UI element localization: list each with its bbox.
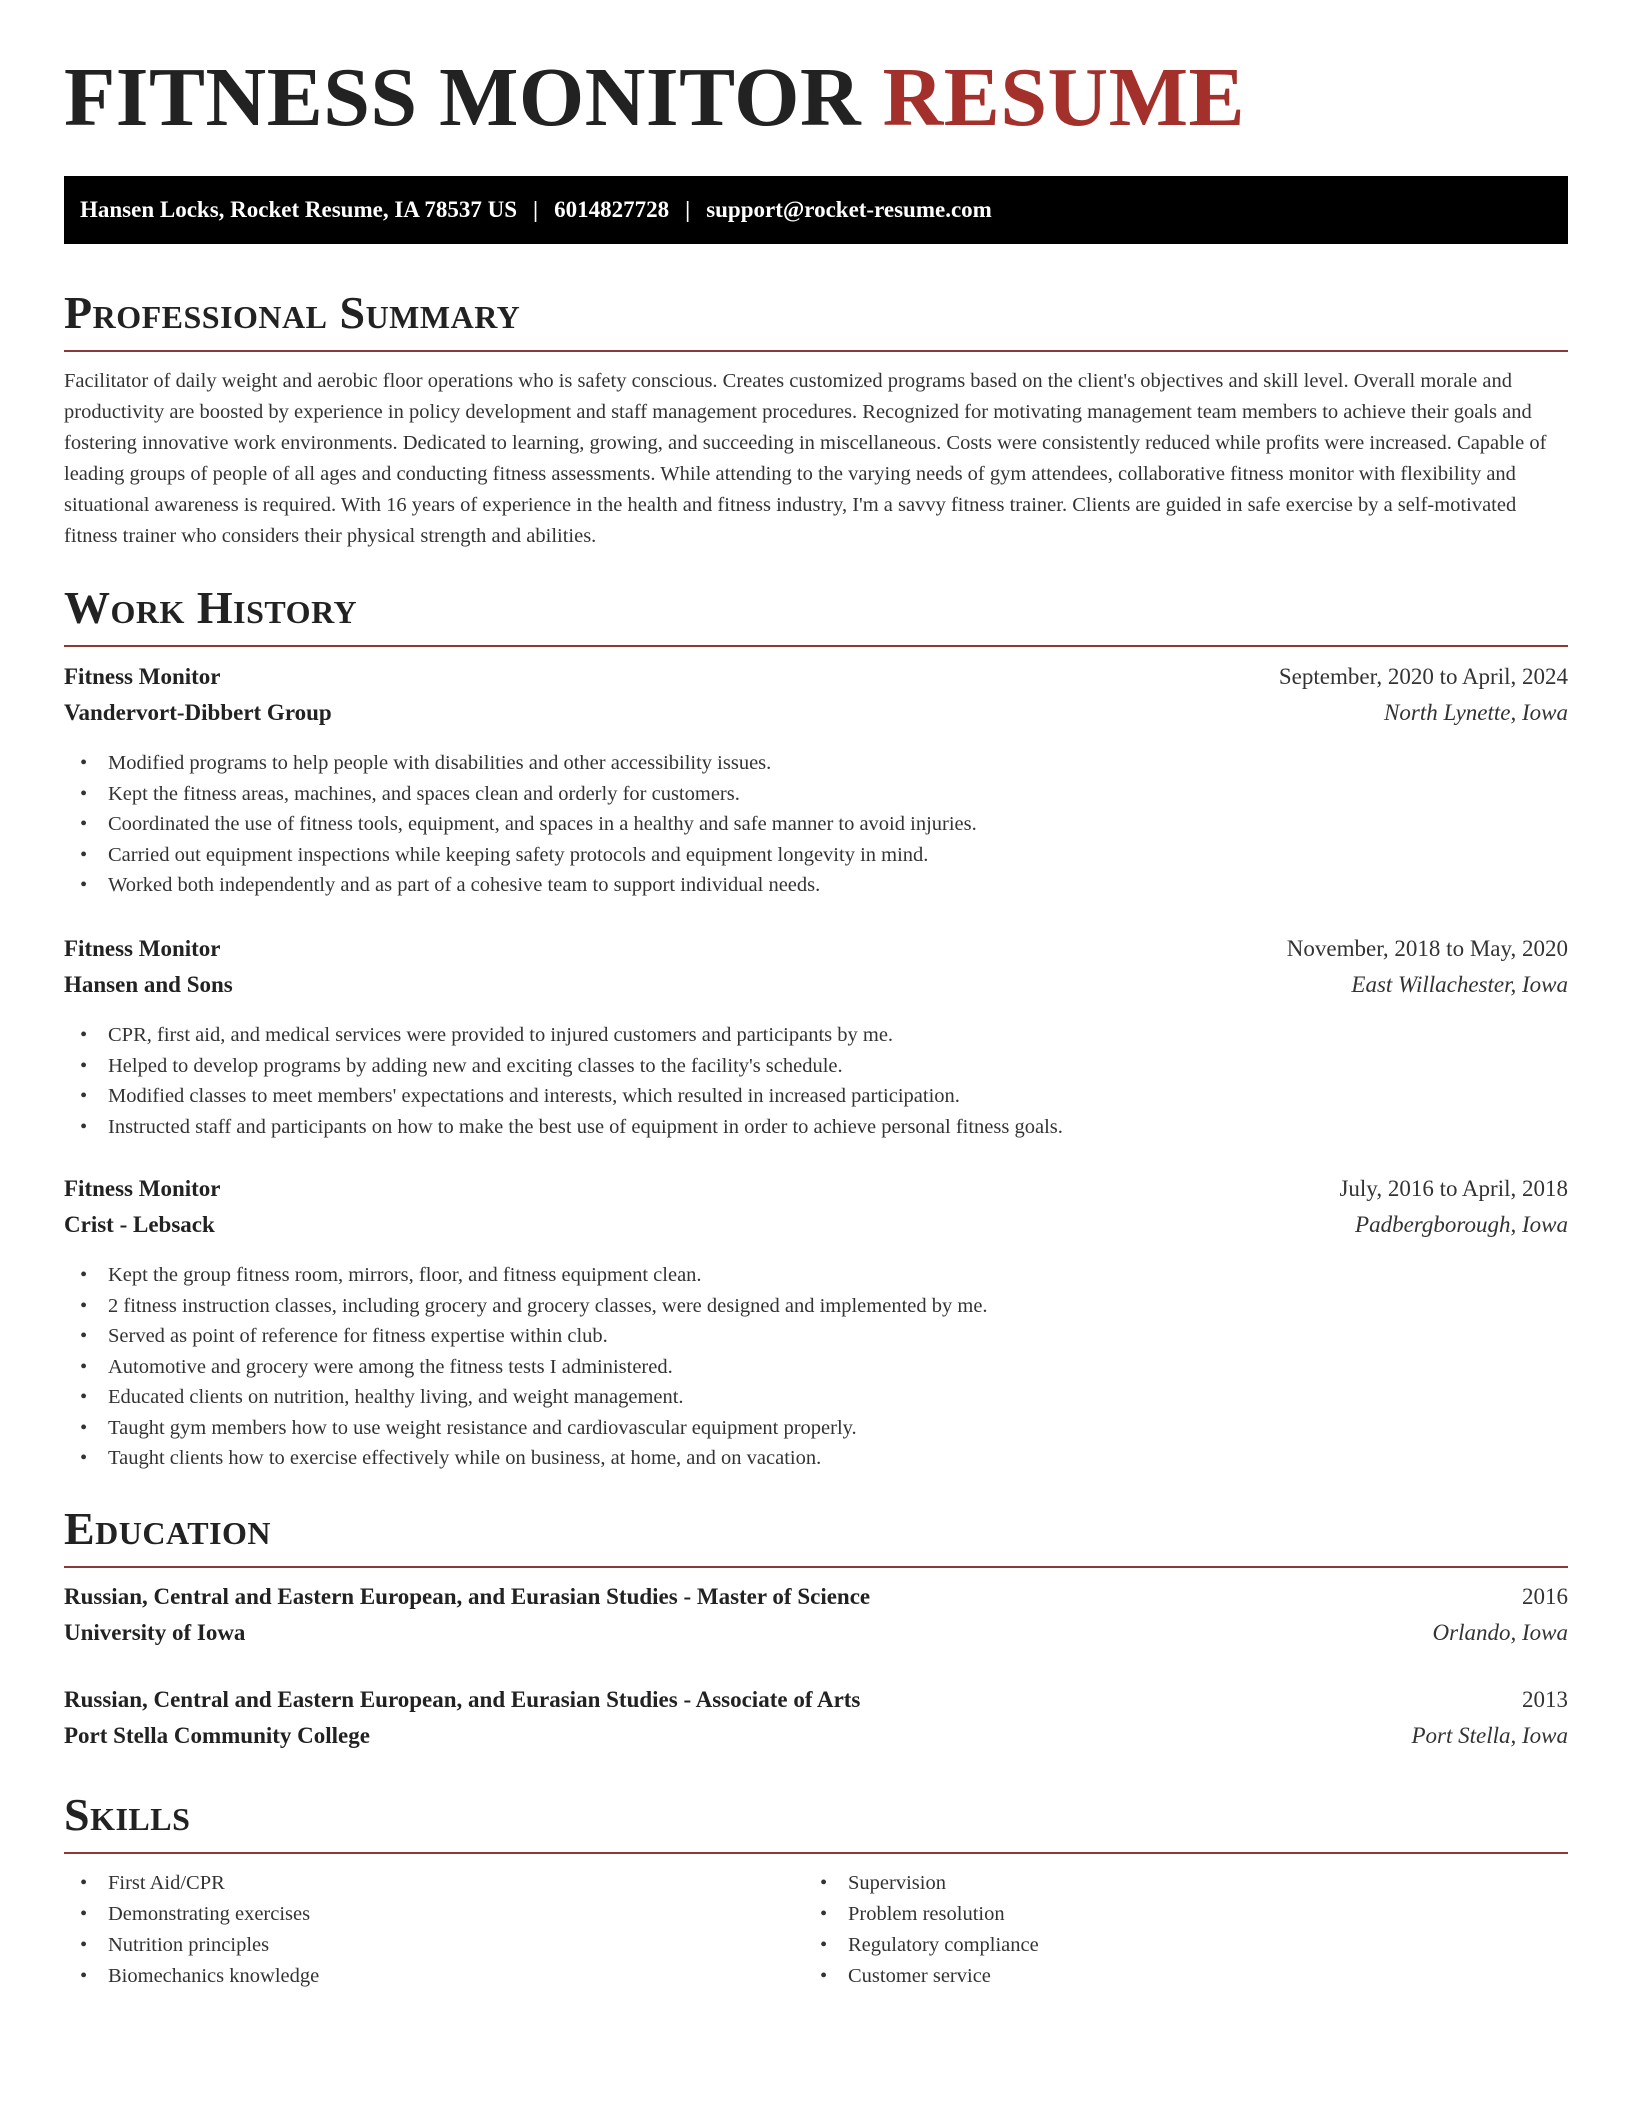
education-school: Port Stella Community College [64, 1723, 370, 1748]
skills-list [64, 1868, 1568, 1992]
education-location: Port Stella, Iowa [1411, 1723, 1568, 1748]
list-item: • Coordinated the use of fitness tools, equipment, and spaces in a healthy and safe manner to avoid injuries. [64, 809, 1568, 840]
education-year: 2013 [1522, 1687, 1568, 1712]
job-company: Vandervort-Dibbert Group [64, 700, 332, 725]
list-item: • Modified programs to help people with disabilities and other accessibility issues. [64, 748, 1568, 779]
section-divider [64, 1566, 1568, 1568]
list-item: • 2 fitness instruction classes, including grocery and grocery classes, were designed and implemented by me. [64, 1291, 1568, 1322]
list-item: • Kept the group fitness room, mirrors, floor, and fitness equipment clean. [64, 1260, 1568, 1291]
list-item: • Educated clients on nutrition, healthy living, and weight management. [64, 1382, 1568, 1413]
education-degree: Russian, Central and Eastern European, and Eurasian Studies - Master of Science [64, 1584, 871, 1609]
job-title: Fitness Monitor [64, 1176, 221, 1201]
skill-item: • Demonstrating exercises [64, 1899, 804, 1930]
skill-item: • Problem resolution [804, 1899, 1544, 1930]
job-title: Fitness Monitor [64, 664, 221, 689]
skills-column-right [804, 1868, 1544, 1992]
list-item: • Kept the fitness areas, machines, and spaces clean and orderly for customers. [64, 779, 1568, 810]
job-dates: November, 2018 to May, 2020 [1286, 936, 1568, 961]
skill-item: • First Aid/CPR [64, 1868, 804, 1899]
contact-separator: | [685, 197, 691, 222]
job-dates: July, 2016 to April, 2018 [1339, 1176, 1568, 1201]
job-location: East Willachester, Iowa [1351, 972, 1568, 997]
skill-item: • Regulatory compliance [804, 1930, 1544, 1961]
section-divider [64, 350, 1568, 352]
education-entry [64, 1687, 1568, 1759]
job-bullets [64, 1260, 1568, 1474]
section-divider [64, 1852, 1568, 1854]
education-degree: Russian, Central and Eastern European, and Eurasian Studies - Associate of Arts [64, 1687, 861, 1712]
job-company: Crist - Lebsack [64, 1212, 215, 1237]
summary-text: Facilitator of daily weight and aerobic floor operations who is safety conscious. Creates customized programs based on the client's objectives and skill level. Overall morale and productivity are boosted by experience in policy development and staff management procedures. Recognized for motivating management team members to achieve their goals and fostering innovative work environments. Dedicated to learning, growing, and succeeding in miscellaneous. Costs were consistently reduced while profits were increased. Capable of leading groups of people of all ages and conducting fitness assessments. While attending to the varying needs of gym attendees, collaborative fitness monitor with flexibility and situational awareness is required. With 16 years of experience in the health and fitness industry, I'm a savvy fitness trainer. Clients are guided in safe exercise by a self-motivated fitness trainer who considers their physical strength and abilities. [64, 370, 1547, 547]
list-item: • Taught gym members how to use weight resistance and cardiovascular equipment properly. [64, 1413, 1568, 1444]
job-location: Padbergborough, Iowa [1355, 1212, 1568, 1237]
list-item: • Instructed staff and participants on how to make the best use of equipment in order to achieve personal fitness goals. [64, 1112, 1568, 1143]
list-item: • Carried out equipment inspections while keeping safety protocols and equipment longevity in mind. [64, 840, 1568, 871]
list-item: • Taught clients how to exercise effectively while on business, at home, and on vacation. [64, 1443, 1568, 1474]
education-location: Orlando, Iowa [1432, 1620, 1568, 1645]
education-heading: Education [64, 1503, 272, 1554]
list-item: • CPR, first aid, and medical services were provided to injured customers and participants by me. [64, 1020, 1568, 1051]
list-item: • Automotive and grocery were among the fitness tests I administered. [64, 1352, 1568, 1383]
list-item: • Modified classes to meet members' expectations and interests, which resulted in increased participation. [64, 1081, 1568, 1112]
list-item: • Served as point of reference for fitness expertise within club. [64, 1321, 1568, 1352]
summary-heading: Professional Summary [64, 287, 521, 338]
job-company: Hansen and Sons [64, 972, 233, 997]
skill-item: • Supervision [804, 1868, 1544, 1899]
contact-phone[interactable]: 6014827728 [554, 197, 670, 222]
list-item: • Worked both independently and as part of a cohesive team to support individual needs. [64, 870, 1568, 901]
job-dates: September, 2020 to April, 2024 [1278, 664, 1568, 689]
skill-item: • Nutrition principles [64, 1930, 804, 1961]
job-location: North Lynette, Iowa [1384, 700, 1568, 725]
title-accent: RESUME [882, 51, 1246, 144]
contact-bar [64, 176, 1568, 244]
job-bullets [64, 1020, 1568, 1142]
skills-heading: Skills [64, 1789, 191, 1840]
contact-address: Hansen Locks, Rocket Resume, IA 78537 US [80, 197, 518, 222]
resume-title [64, 51, 1246, 144]
job-bullets [64, 748, 1568, 901]
title-main: FITNESS MONITOR [64, 51, 862, 144]
education-entry [64, 1584, 1568, 1656]
contact-separator: | [533, 197, 539, 222]
education-year: 2016 [1522, 1584, 1568, 1609]
section-divider [64, 645, 1568, 647]
list-item: • Helped to develop programs by adding new and exciting classes to the facility's schedule. [64, 1051, 1568, 1082]
job-title: Fitness Monitor [64, 936, 221, 961]
skill-item: • Biomechanics knowledge [64, 1961, 804, 1992]
job-entry [64, 1176, 1568, 1474]
skill-item: • Customer service [804, 1961, 1544, 1992]
contact-email[interactable]: support@rocket-resume.com [706, 197, 992, 222]
job-entry [64, 936, 1568, 1142]
job-entry [64, 664, 1568, 901]
work-history-heading: Work History [64, 582, 358, 633]
education-school: University of Iowa [64, 1620, 246, 1645]
skills-column-left [64, 1868, 804, 1992]
